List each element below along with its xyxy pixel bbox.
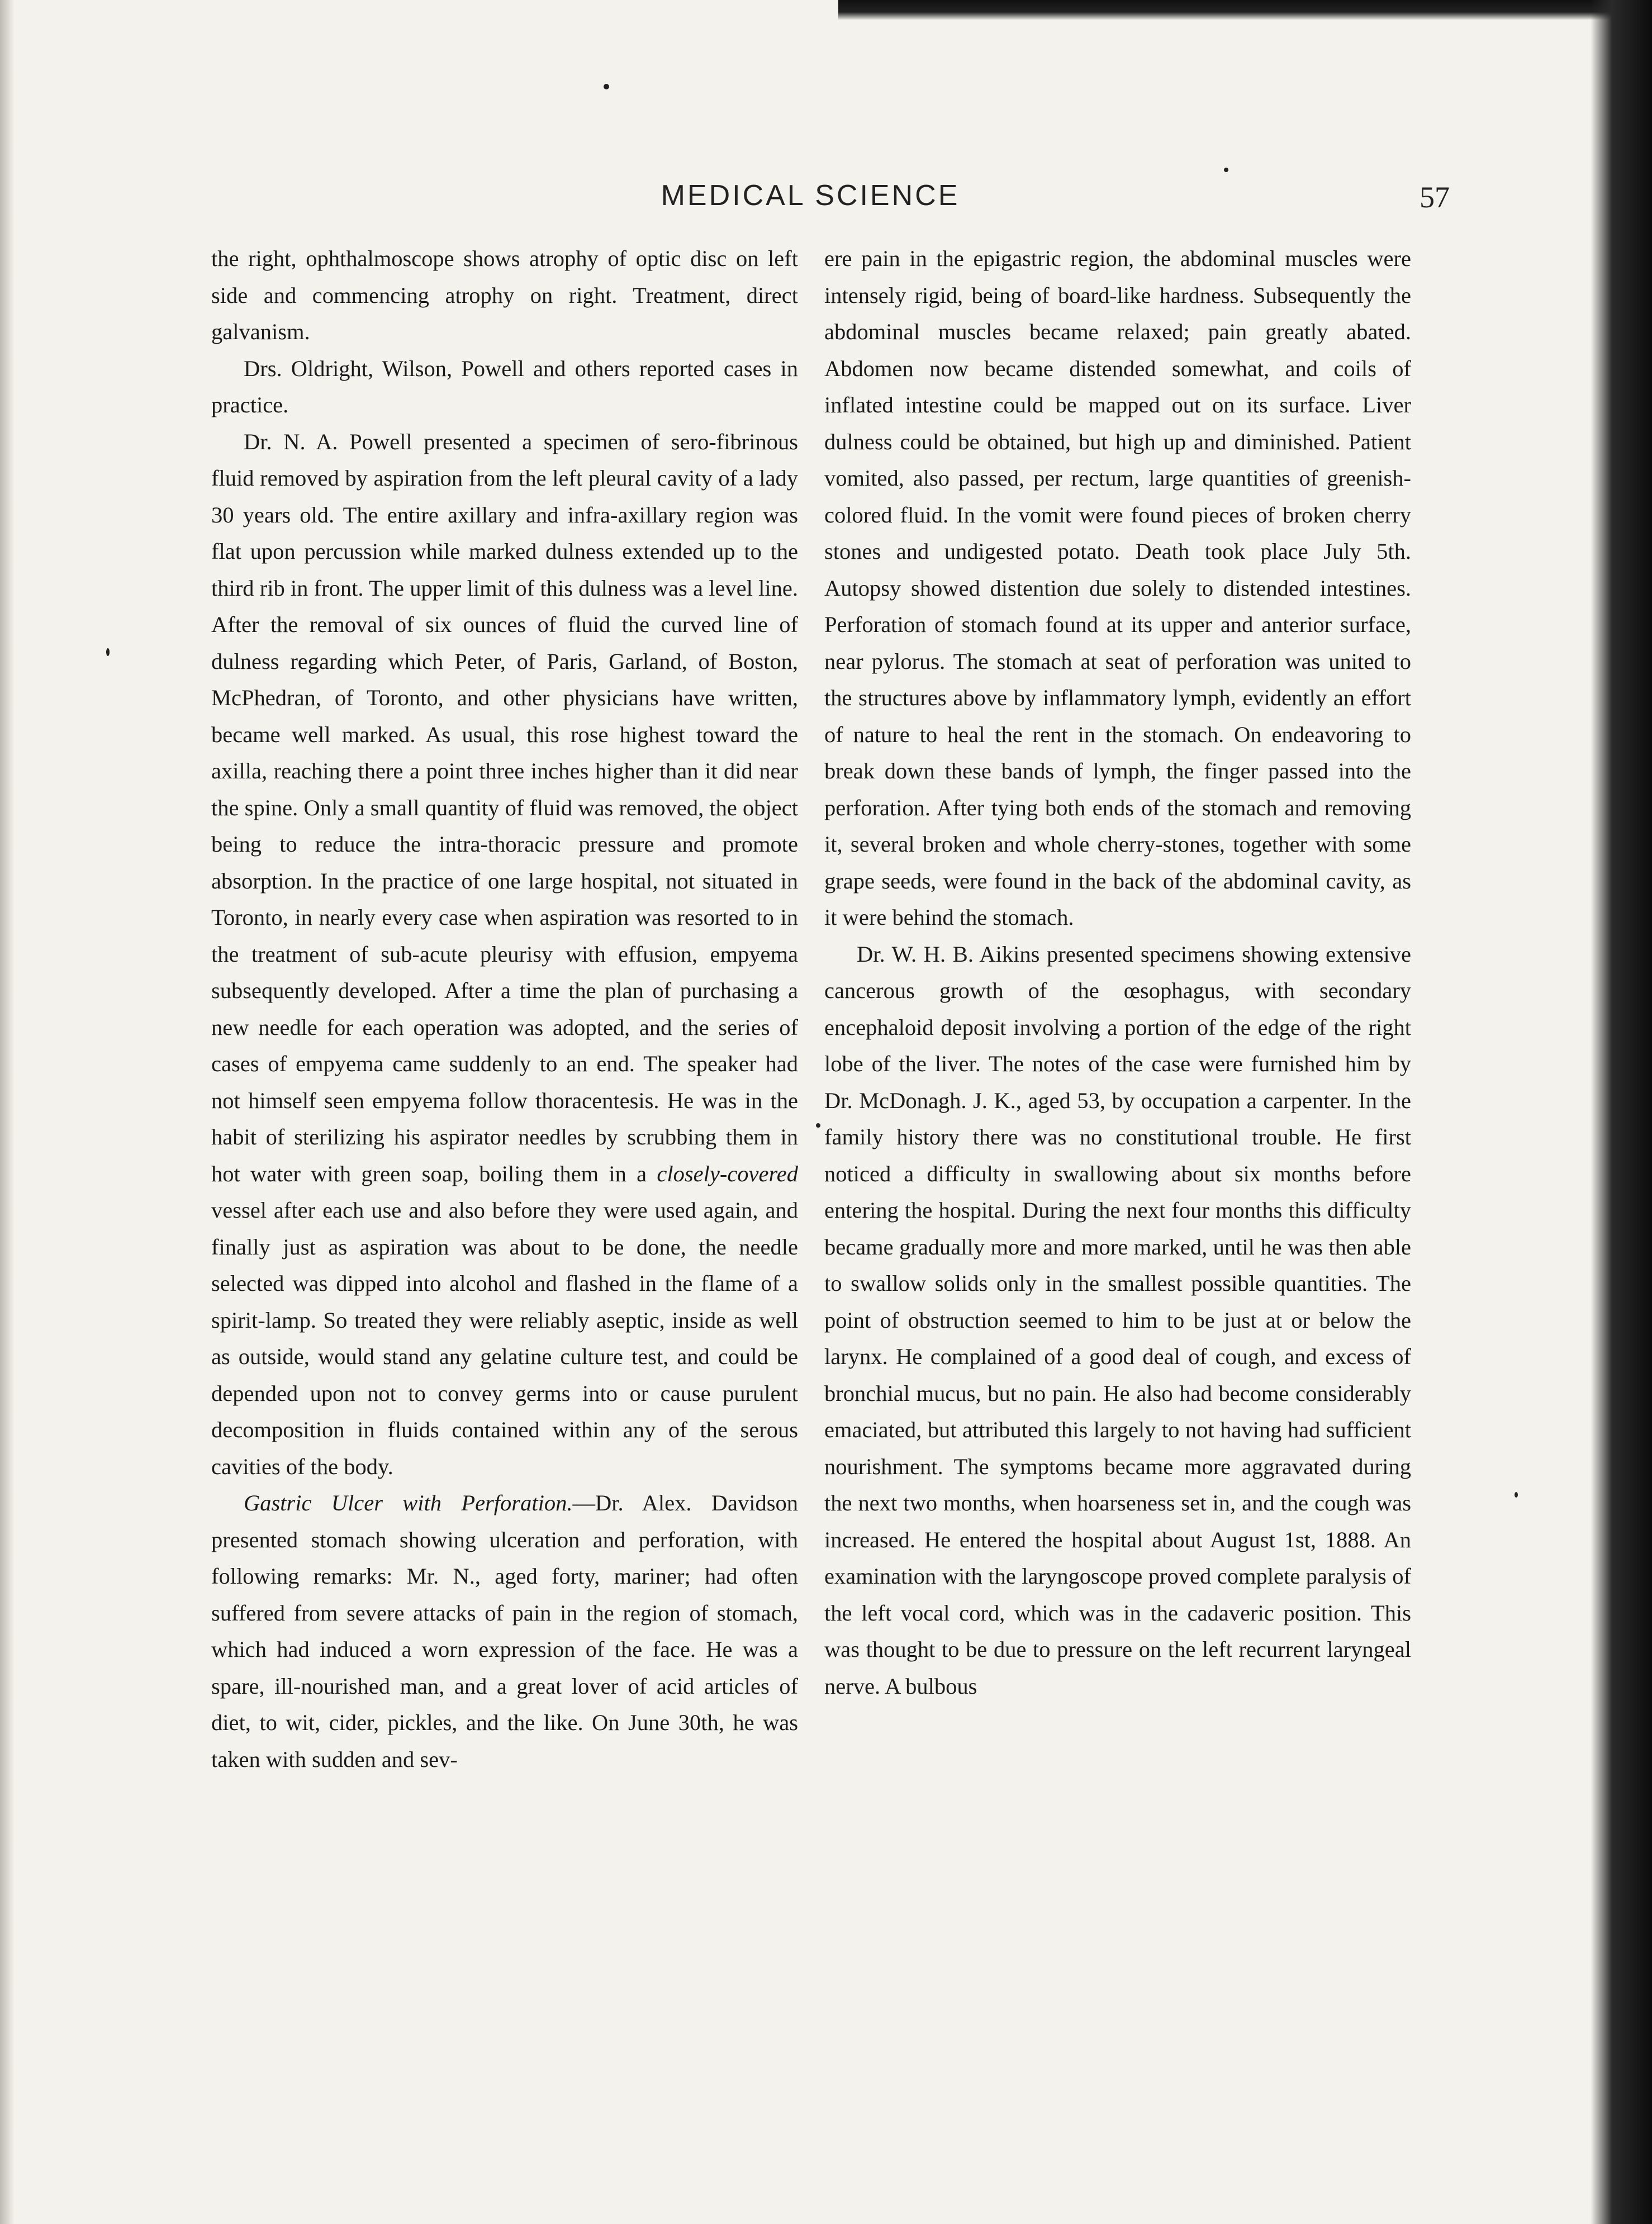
italic-phrase: closely-covered xyxy=(657,1161,798,1186)
scan-top-shadow xyxy=(838,0,1652,20)
paragraph: the right, ophthalmoscope shows atrophy of optic disc on left side and commencing atrophy on right. Treatment, direct galvanism. xyxy=(211,246,798,344)
scan-speck xyxy=(816,1123,820,1128)
paragraph-text: vessel after each use and also before they were used again, and finally just as aspiration was about to be done, the needle selected was dipped into alcohol and flashed in the flame of a spirit-lamp. So treated they were reliably aseptic, inside as well as outside, would stand any gelatine culture test, and could be depended upon not to convey germs into or cause purulent decomposition in fluids contained within any of the serous cavities of the body. xyxy=(211,1197,798,1479)
paragraph-text: Dr. N. A. Powell presented a specimen of sero-fibrinous fluid removed by aspiration from the left pleural cavity of a lady 30 years old. The entire axillary and infra-axillary region was flat upon percussion while marked dulness extended up to the third rib in front. The upper limit of this dulness was a level line. After the removal of six ounces of fluid the curved line of dulness regarding which Peter, of Paris, Garland, of Boston, McPhedran, of Toronto, and other physicians have written, became well marked. As usual, this rose highest toward the axilla, reaching there a point three inches higher than it did near the spine. Only a small quantity of fluid was removed, the object being to reduce the intra-thoracic pressure and promote absorption. In the practice of one large hospital, not situated in Toronto, in nearly every case when aspiration was resorted to in the treatment of sub-acute pleurisy with effusion, empyema subsequently developed. After a time the plan of purchasing a new needle for each operation was adopted, and the series of cases of empyema came suddenly to an end. The speaker had not himself seen empyema follow thoracentesis. He was in the habit of sterilizing his aspirator needles by scrubbing them in hot water with green soap, boiling them in a xyxy=(211,429,798,1186)
paragraph: Drs. Oldright, Wilson, Powell and others reported cases in practice. xyxy=(211,355,798,417)
scan-left-shadow xyxy=(0,0,15,2224)
right-column xyxy=(824,240,1411,1704)
running-title: MEDICAL SCIENCE xyxy=(661,179,960,212)
paragraph: Dr. W. H. B. Aikins presented specimens showing extensive cancerous growth of the œsophagus, with secondary encephaloid deposit involving a portion of the edge of the right lobe of the liver. The notes of the case were furnished him by Dr. McDonagh. J. K., aged 53, by occupation a carpenter. In the family history there was no constitutional trouble. He first noticed a difficulty in swallowing about six months before entering the hospital. During the next four months this difficulty became gradually more and more marked, until he was then able to swallow solids only in the smallest possible quantities. The point of obstruction seemed to him to be just at or below the larynx. He complained of a good deal of cough, and excess of bronchial mucus, but no pain. He also had become considerably emaciated, but attributed this largely to not having had sufficient nourishment. The symptoms became more aggravated during the next two months, when hoarseness set in, and the cough was increased. He entered the hospital about August 1st, 1888. An examination with the laryngoscope proved complete paralysis of the left vocal cord, which was in the cadaveric position. This was thought to be due to pressure on the left recurrent laryngeal nerve. A bulbous xyxy=(824,941,1411,1699)
scan-speck xyxy=(106,648,110,656)
scan-speck xyxy=(1515,1492,1518,1498)
paragraph-text: —Dr. Alex. Davidson presented stomach showing ulceration and perforation, with following remarks: Mr. N., aged forty, mariner; had often suffered from severe attacks of pain in the region of stomach, which had induced a worn expression of the face. He was a spare, ill-nourished man, and a great lover of acid articles of diet, to wit, cider, pickles, and the like. On June 30th, he was taken with sudden and sev- xyxy=(211,1490,798,1772)
paragraph: ere pain in the epigastric region, the abdominal muscles were intensely rigid, being of board-like hardness. Subsequently the abdominal muscles became relaxed; pain greatly abated. Abdomen now became distended somewhat, and coils of inflated intestine could be mapped out on its surface. Liver dulness could be obtained, but high up and diminished. Patient vomited, also passed, per rectum, large quantities of greenish-colored fluid. In the vomit were found pieces of broken cherry stones and undigested potato. Death took place July 5th. Autopsy showed distention due solely to distended intestines. Perforation of stomach found at its upper and anterior surface, near pylorus. The stomach at seat of perforation was united to the structures above by inflammatory lymph, evidently an effort of nature to heal the rent in the stomach. On endeavoring to break down these bands of lymph, the finger passed into the perforation. After tying both ends of the stomach and removing it, several broken and whole cherry-stones, together with some grape seeds, were found in the back of the abdominal cavity, as it were behind the stomach. xyxy=(824,246,1411,930)
scan-speck xyxy=(604,84,609,89)
section-heading: Gastric Ulcer with Perforation. xyxy=(244,1490,573,1515)
paragraph xyxy=(211,1485,798,1778)
page-number: 57 xyxy=(1420,180,1450,214)
paragraph xyxy=(211,424,798,1485)
scan-speck xyxy=(1224,168,1228,172)
scan-right-shadow xyxy=(1591,0,1652,2224)
left-column xyxy=(211,240,798,1778)
